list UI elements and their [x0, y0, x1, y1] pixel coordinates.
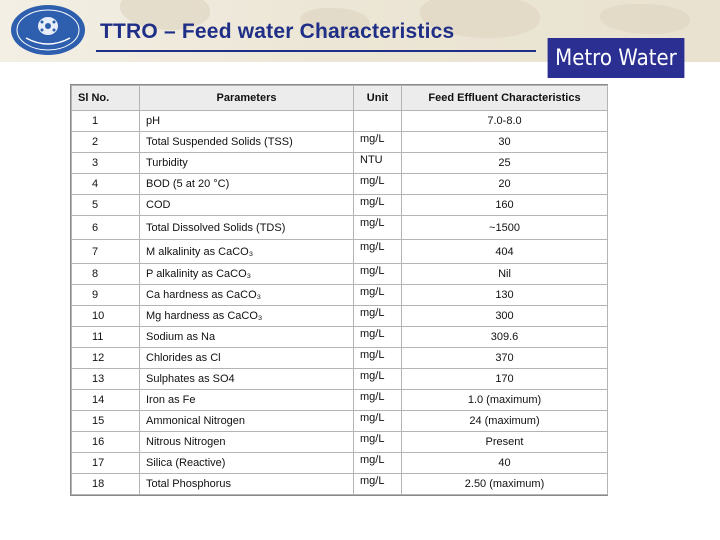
cell-sl-no: 14 — [72, 390, 140, 411]
cell-value: 300 — [402, 306, 608, 327]
cell-value: 2.50 (maximum) — [402, 474, 608, 495]
cell-parameter: Turbidity — [140, 153, 354, 174]
map-continent-shape — [600, 4, 690, 34]
cell-parameter: COD — [140, 195, 354, 216]
table-row — [72, 132, 608, 153]
cell-value: 130 — [402, 285, 608, 306]
cell-parameter: Ammonical Nitrogen — [140, 411, 354, 432]
table-row — [72, 153, 608, 174]
cell-unit: mg/L — [354, 474, 402, 495]
cell-value: 20 — [402, 174, 608, 195]
brand-logo: Metro Water — [548, 38, 685, 78]
table-row — [72, 327, 608, 348]
cell-parameter: Nitrous Nitrogen — [140, 432, 354, 453]
cell-parameter: Ca hardness as CaCO₃ — [140, 285, 354, 306]
cell-unit: mg/L — [354, 369, 402, 390]
cell-value: 7.0-8.0 — [402, 111, 608, 132]
table-row — [72, 264, 608, 285]
column-header-parameters: Parameters — [140, 86, 354, 111]
cell-value: 170 — [402, 369, 608, 390]
table-row — [72, 240, 608, 264]
cell-unit: mg/L — [354, 432, 402, 453]
cell-unit: mg/L — [354, 174, 402, 195]
cell-value: 40 — [402, 453, 608, 474]
cell-parameter: Chlorides as Cl — [140, 348, 354, 369]
cell-sl-no: 18 — [72, 474, 140, 495]
cell-unit: mg/L — [354, 411, 402, 432]
cell-value: ~1500 — [402, 216, 608, 240]
cell-parameter: Sodium as Na — [140, 327, 354, 348]
table-row — [72, 216, 608, 240]
cell-unit: mg/L — [354, 216, 402, 240]
table-body — [72, 111, 608, 495]
cell-value: 1.0 (maximum) — [402, 390, 608, 411]
cell-sl-no: 5 — [72, 195, 140, 216]
cell-value: Present — [402, 432, 608, 453]
cell-value: Nil — [402, 264, 608, 285]
table-row — [72, 348, 608, 369]
cell-unit: mg/L — [354, 264, 402, 285]
cell-sl-no: 15 — [72, 411, 140, 432]
cell-unit: mg/L — [354, 327, 402, 348]
cell-sl-no: 11 — [72, 327, 140, 348]
cell-sl-no: 16 — [72, 432, 140, 453]
cell-sl-no: 2 — [72, 132, 140, 153]
table-row — [72, 390, 608, 411]
cell-parameter: Total Suspended Solids (TSS) — [140, 132, 354, 153]
cell-value: 30 — [402, 132, 608, 153]
cell-parameter: Total Dissolved Solids (TDS) — [140, 216, 354, 240]
table-row — [72, 111, 608, 132]
cell-unit: mg/L — [354, 132, 402, 153]
cell-sl-no: 4 — [72, 174, 140, 195]
cell-parameter: P alkalinity as CaCO₃ — [140, 264, 354, 285]
cell-parameter: Iron as Fe — [140, 390, 354, 411]
table-row — [72, 369, 608, 390]
column-header-unit: Unit — [354, 86, 402, 111]
cell-unit: mg/L — [354, 306, 402, 327]
cell-parameter: Sulphates as SO4 — [140, 369, 354, 390]
table-row — [72, 195, 608, 216]
cell-sl-no: 17 — [72, 453, 140, 474]
column-header-sl-no: Sl No. — [72, 86, 140, 111]
table-row — [72, 432, 608, 453]
cell-unit: mg/L — [354, 453, 402, 474]
table-row — [72, 306, 608, 327]
cell-value: 24 (maximum) — [402, 411, 608, 432]
cell-unit: mg/L — [354, 348, 402, 369]
cell-value: 25 — [402, 153, 608, 174]
cell-unit: mg/L — [354, 390, 402, 411]
cell-unit: mg/L — [354, 285, 402, 306]
table-row — [72, 474, 608, 495]
metro-water-emblem-icon — [10, 4, 86, 56]
table-row — [72, 285, 608, 306]
cell-parameter: Mg hardness as CaCO₃ — [140, 306, 354, 327]
table-header-row — [72, 86, 608, 111]
cell-sl-no: 6 — [72, 216, 140, 240]
page-title: TTRO – Feed water Characteristics — [100, 20, 455, 43]
cell-parameter: M alkalinity as CaCO₃ — [140, 240, 354, 264]
cell-value: 160 — [402, 195, 608, 216]
cell-parameter: BOD (5 at 20 °C) — [140, 174, 354, 195]
cell-parameter: Silica (Reactive) — [140, 453, 354, 474]
cell-sl-no: 12 — [72, 348, 140, 369]
cell-sl-no: 1 — [72, 111, 140, 132]
cell-value: 309.6 — [402, 327, 608, 348]
cell-sl-no: 10 — [72, 306, 140, 327]
cell-parameter: Total Phosphorus — [140, 474, 354, 495]
cell-sl-no: 8 — [72, 264, 140, 285]
cell-unit: mg/L — [354, 240, 402, 264]
cell-unit: NTU — [354, 153, 402, 174]
cell-sl-no: 9 — [72, 285, 140, 306]
cell-unit — [354, 111, 402, 132]
cell-sl-no: 3 — [72, 153, 140, 174]
title-underline — [96, 50, 536, 52]
cell-unit: mg/L — [354, 195, 402, 216]
cell-sl-no: 13 — [72, 369, 140, 390]
characteristics-table — [71, 85, 608, 495]
cell-parameter: pH — [140, 111, 354, 132]
characteristics-table-container — [70, 84, 608, 496]
cell-value: 370 — [402, 348, 608, 369]
cell-value: 404 — [402, 240, 608, 264]
table-row — [72, 453, 608, 474]
cell-sl-no: 7 — [72, 240, 140, 264]
table-row — [72, 174, 608, 195]
column-header-feed-effluent: Feed Effluent Characteristics — [402, 86, 608, 111]
table-row — [72, 411, 608, 432]
